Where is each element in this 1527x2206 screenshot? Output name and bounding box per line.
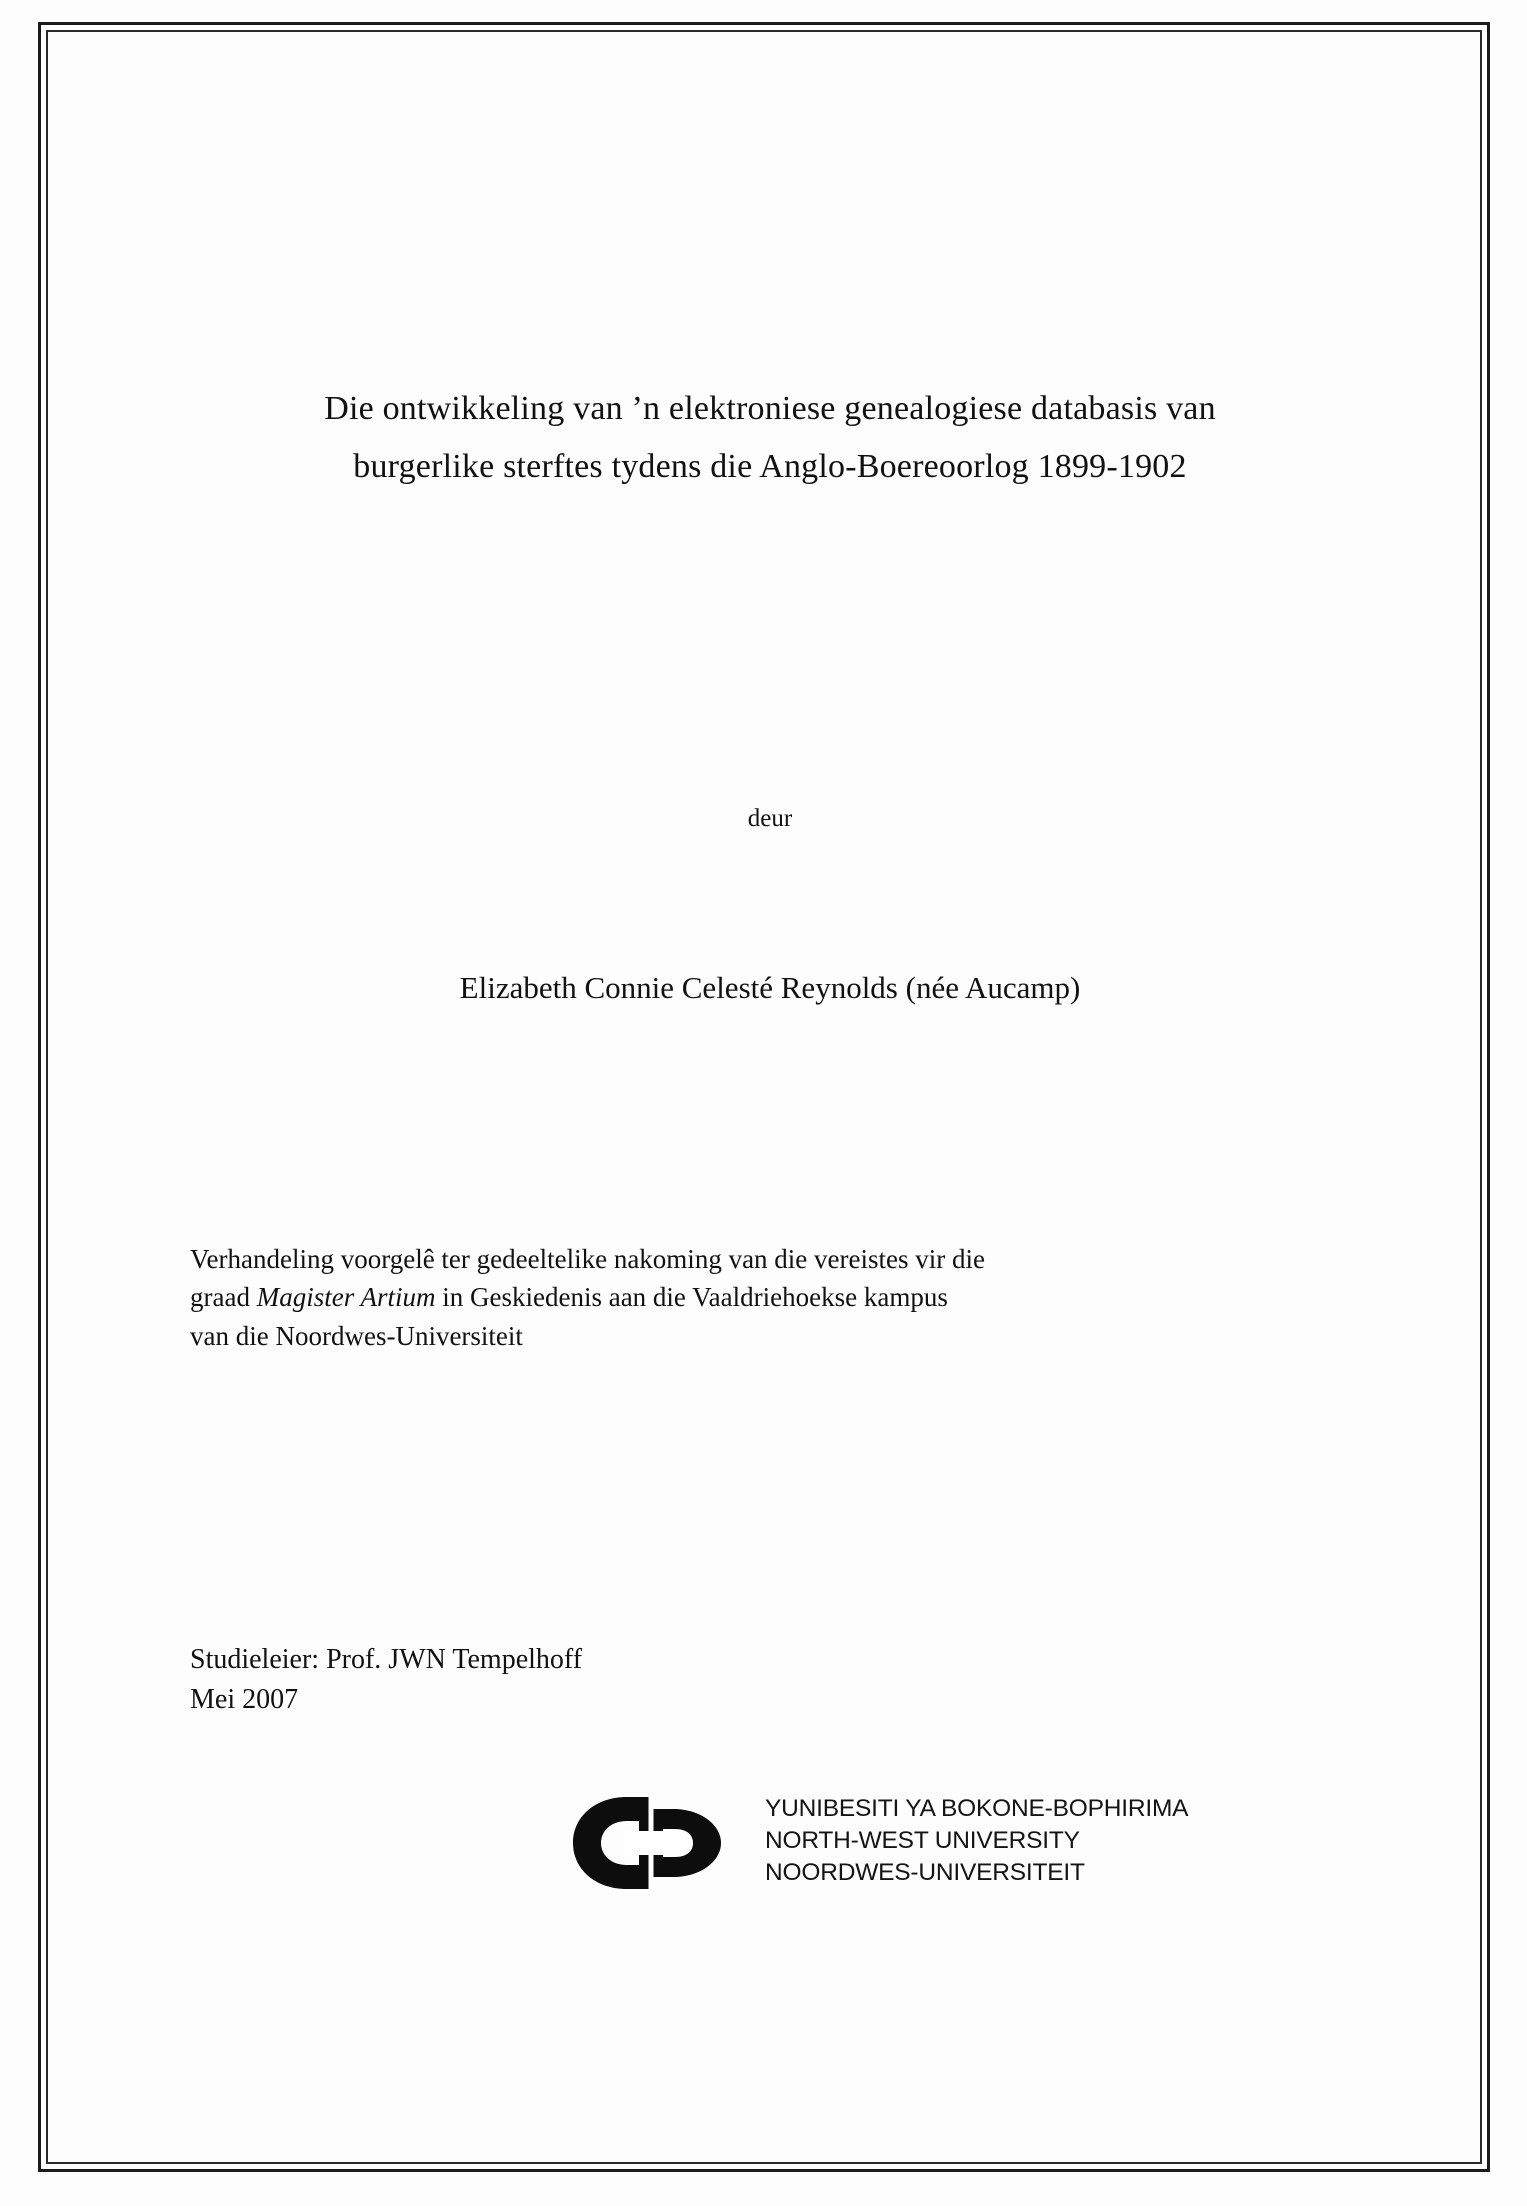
thesis-title [180,380,1360,497]
supervisor-line: Studieleier: Prof. JWN Tempelhoff [190,1644,583,1675]
author-name: Elizabeth Connie Celesté Reynolds (née Aucamp) [459,970,1081,1005]
degree-statement-line-3: van die Noordwes-Universiteit [190,1320,523,1351]
degree-statement-line-2 [190,1278,1348,1316]
logo-text-line-1: YUNIBESITI YA BOKONE-BOPHIRIMA [765,1795,1189,1822]
title-line-1: Die ontwikkeling van ’n elektroniese genealogiese databasis van [324,390,1216,427]
degree-statement [190,1240,1348,1355]
supervisor-block [190,1640,1190,1720]
degree-name: Magister Artium [256,1282,436,1313]
title-line-2: burgerlike sterftes tydens die Anglo-Boereoorlog 1899-1902 [353,448,1187,486]
north-west-university-logo-icon [565,1791,755,1895]
degree-statement-line-1: Verhandeling voorgelê ter gedeeltelike nakoming van die vereistes vir die [190,1244,985,1274]
degree-statement-line-2-pre: graad [190,1282,257,1313]
logo-text-line-2: NORTH-WEST UNIVERSITY [765,1826,1080,1854]
logo-text-line-3: NOORDWES-UNIVERSITEIT [765,1858,1085,1886]
title-page-content [150,30,1390,2150]
by-label: deur [747,805,793,832]
university-logo-text [765,1793,1205,1889]
date-line: Mei 2007 [190,1683,299,1715]
university-logo [565,1785,1205,1905]
degree-statement-line-2-post: in Geskiedenis aan die Vaaldriehoekse kampus [435,1282,948,1313]
